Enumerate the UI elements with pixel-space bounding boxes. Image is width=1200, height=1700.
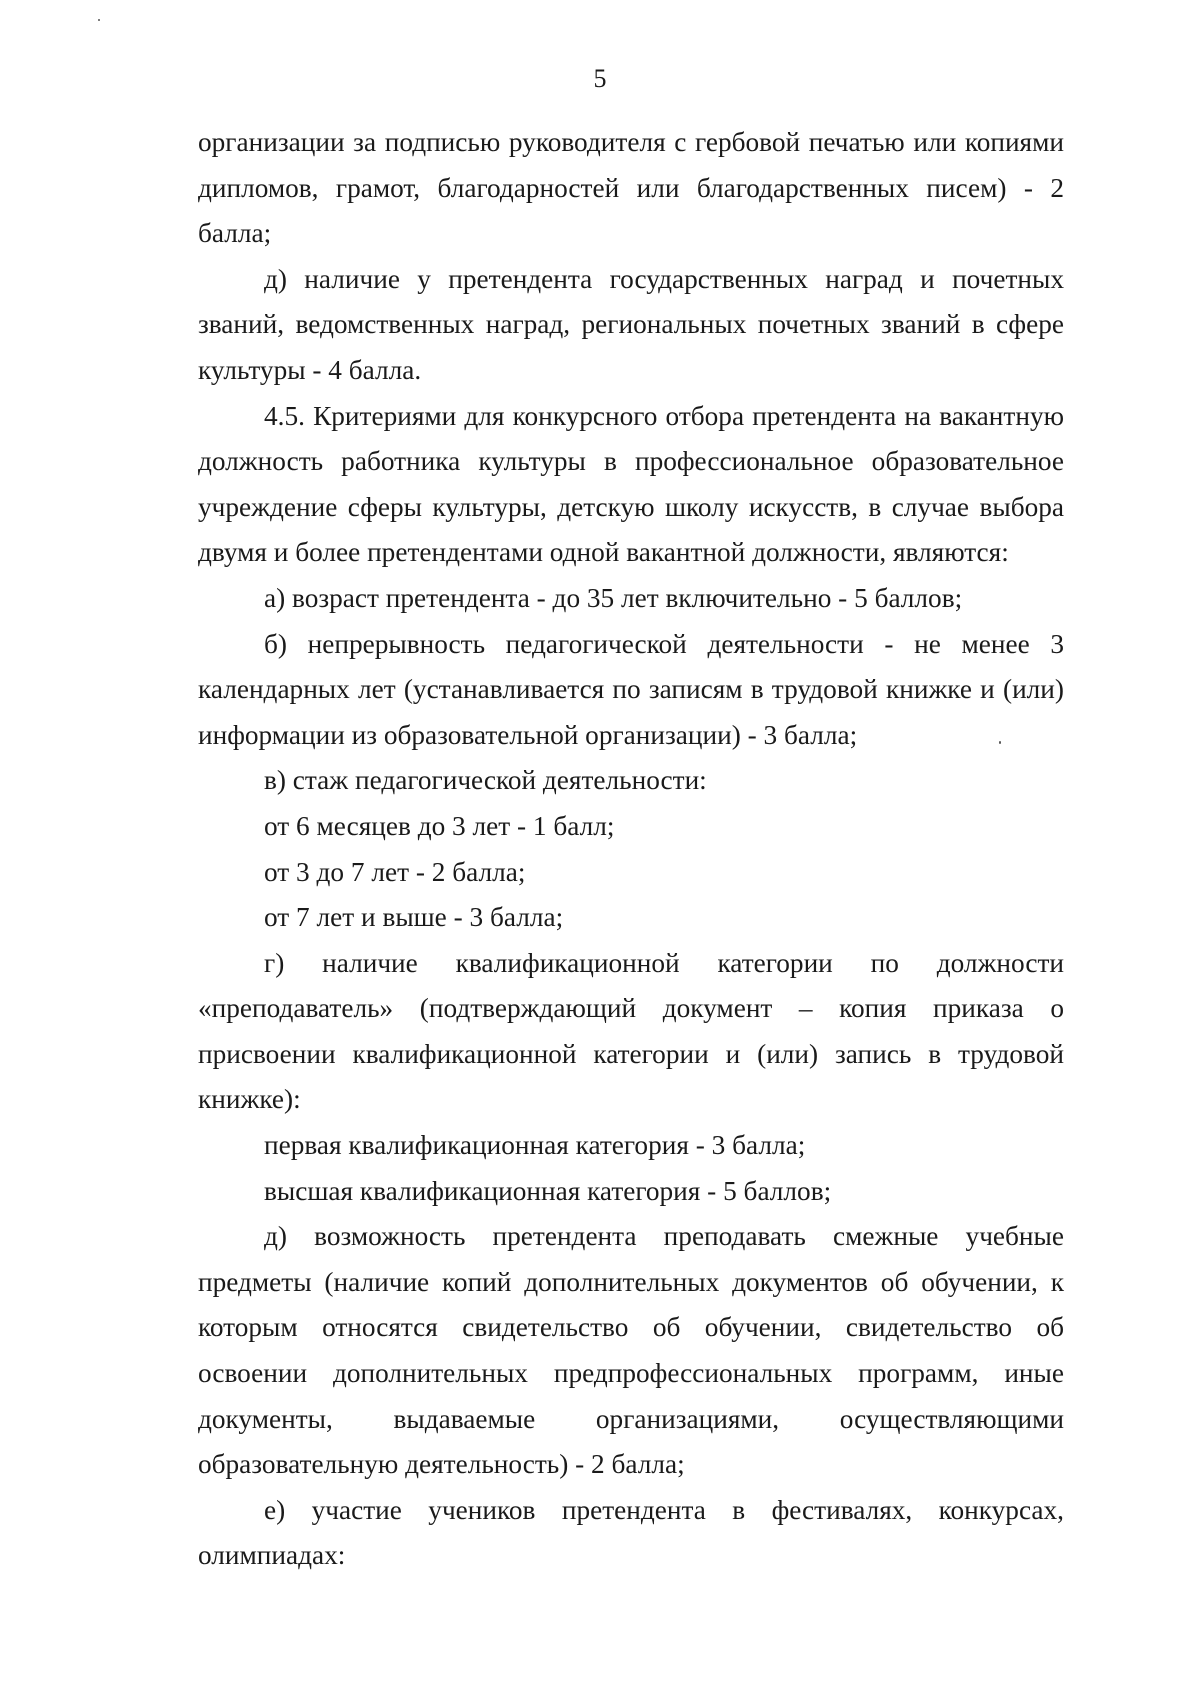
list-item-category-highest: высшая квалификационная категория - 5 баллов; bbox=[264, 1175, 832, 1206]
document-body bbox=[198, 120, 1064, 1579]
paragraph-item-d-awards: д) наличие у претендента государственных наград и почетных званий, ведомственных наград, региональных почетных званий в сфере культуры - 4 балла. bbox=[198, 263, 1064, 385]
paragraph-item-b-continuity: б) непрерывность педагогической деятельности - не менее 3 календарных лет (устанавливается по записям в трудовой книжке и (или) информации из образовательной организации) - 3 балла; bbox=[198, 628, 1064, 750]
paragraph-item-a-age: а) возраст претендента - до 35 лет включительно - 5 баллов; bbox=[264, 582, 963, 613]
paragraph-item-v-experience: в) стаж педагогической деятельности: bbox=[264, 765, 707, 796]
paragraph-section-4-5: 4.5. Критериями для конкурсного отбора претендента на вакантную должность работника культуры в профессиональное образовательное учреждение сферы культуры, детскую школу искусств, в случае выбора двумя и более претендентами одной вакантной должности, являются: bbox=[198, 400, 1064, 568]
paragraph-item-g-category: г) наличие квалификационной категории по должности «преподаватель» (подтверждающий документ – копия приказа о присвоении квалификационной категории и (или) запись в трудовой книжке): bbox=[198, 947, 1064, 1115]
list-item-experience-1: от 6 месяцев до 3 лет - 1 балл; bbox=[264, 810, 615, 841]
list-item-experience-3: от 7 лет и выше - 3 балла; bbox=[264, 902, 564, 933]
paragraph-item-d-subjects: д) возможность претендента преподавать смежные учебные предметы (наличие копий дополнительных документов об обучении, к которым относятся свидетельство об обучении, свидетельство об освоении дополнительных предпрофессиональных программ, иные документы, выдаваемые организациями, осуществляющими образовательную деятельность) - 2 балла; bbox=[198, 1221, 1064, 1480]
scan-speck bbox=[98, 19, 100, 21]
list-item-category-first: первая квалификационная категория - 3 балла; bbox=[264, 1130, 806, 1161]
paragraph-continuation: организации за подписью руководителя с гербовой печатью или копиями дипломов, грамот, благодарностей или благодарственных писем) - 2 балла; bbox=[198, 127, 1064, 249]
list-item-experience-2: от 3 до 7 лет - 2 балла; bbox=[264, 856, 526, 887]
paragraph-item-e-participation: е) участие учеников претендента в фестивалях, конкурсах, олимпиадах: bbox=[198, 1494, 1064, 1571]
page-number: 5 bbox=[593, 64, 607, 93]
